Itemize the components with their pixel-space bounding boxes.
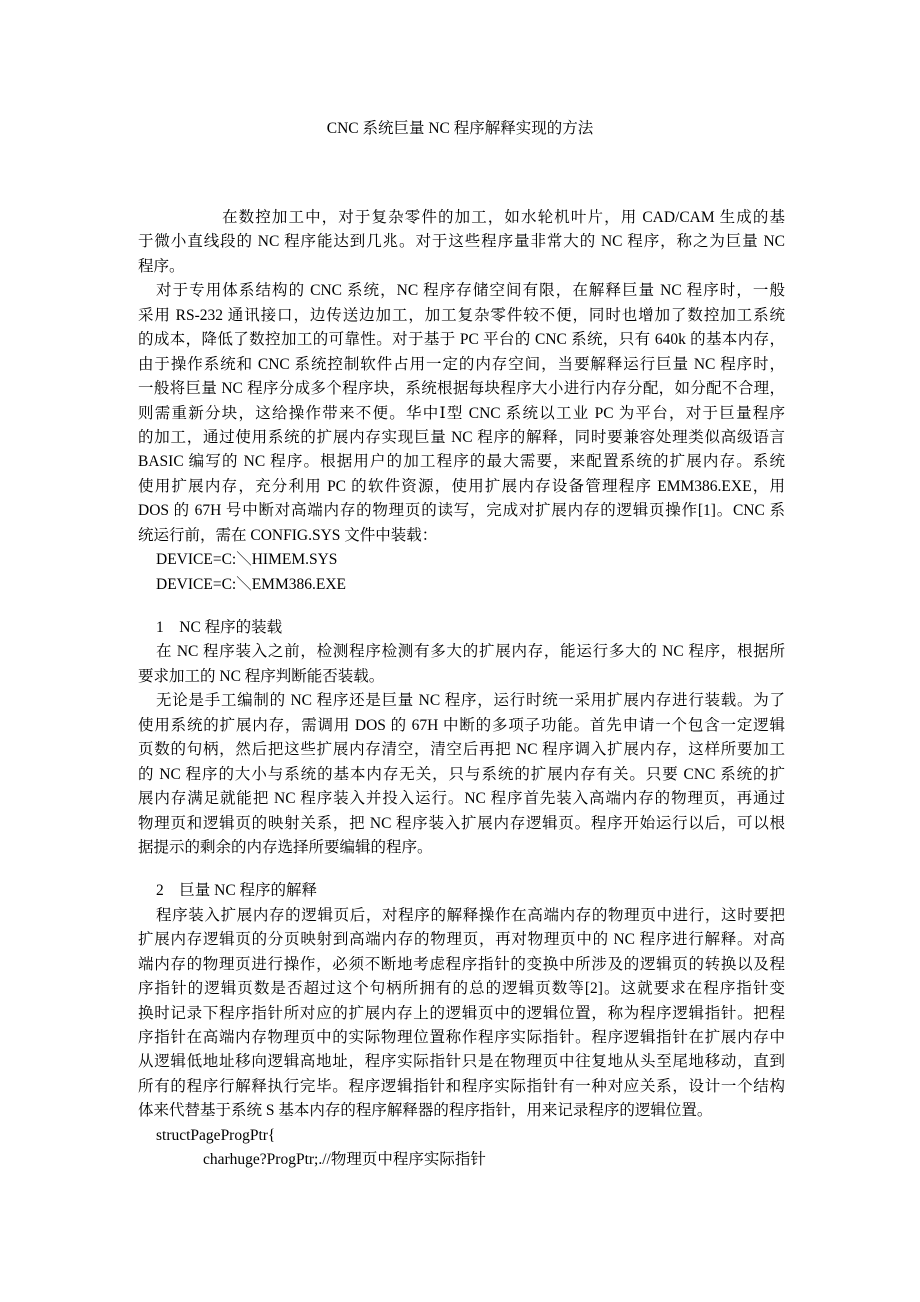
text-line: 扩展内存逻辑页的分页映射到高端内存的物理页，再对物理页中的 NC 程序进行解释。对高 — [138, 931, 785, 949]
text-line: 采用 RS-232 通讯接口，边传送边加工，加工复杂零件较不便，同时也增加了数控加工系统 — [138, 306, 785, 324]
text-line: 对于专用体系结构的 CNC 系统，NC 程序存储空间有限，在解释巨量 NC 程序时，一般 — [156, 282, 785, 300]
text-line: 由于操作系统和 CNC 系统控制软件占用一定的内存空间，当要解释运行巨量 NC 程序时， — [138, 355, 785, 373]
text-line: DOS 的 67H 号中断对高端内存的物理页的读写，完成对扩展内存的逻辑页操作[1]。CNC 系 — [138, 502, 785, 520]
text-line: 程序。 — [138, 257, 185, 275]
code-line: DEVICE=C:＼HIMEM.SYS — [156, 551, 338, 569]
spacer — [138, 597, 785, 616]
text-line: 在数控加工中，对于复杂零件的加工，如水轮机叶片，用 CAD/CAM 生成的基 — [222, 209, 785, 226]
code-line: charhuge?ProgPtr;.//物理页中程序实际指针 — [203, 1151, 486, 1169]
text-line: 的成本，降低了数控加工的可靠性。对于基于 PC 平台的 CNC 系统，只有 640k 的基本内存， — [138, 331, 785, 349]
text-line: 体来代替基于系统 S 基本内存的程序解释器的程序指针，用来记录程序的逻辑位置。 — [138, 1102, 713, 1120]
code-line: structPageProgPtr{ — [156, 1126, 276, 1144]
text-line: 端内存的物理页进行操作，必须不断地考虑程序指针的变换中所涉及的逻辑页的转换以及程 — [138, 955, 785, 973]
text-line: 程序装入扩展内存的逻辑页后，对程序的解释操作在高端内存的物理页中进行，这时要把 — [156, 906, 785, 924]
text-line: 要求加工的 NC 程序判断能否装载。 — [138, 667, 385, 685]
document-body — [138, 206, 785, 1173]
text-line: 统运行前，需在 CONFIG.SYS 文件中装载： — [138, 526, 438, 544]
text-line: 在 NC 程序装入之前，检测程序检测有多大的扩展内存，能运行多大的 NC 程序，根据所 — [156, 643, 785, 661]
text-line: 序指针在高端内存物理页中的实际物理位置称作程序实际指针。程序逻辑指针在扩展内存中 — [138, 1029, 785, 1046]
text-line: 的加工，通过使用系统的扩展内存实现巨量 NC 程序的解释，同时要兼容处理类似高级语言 — [138, 428, 785, 446]
text-line: 页数的句柄，然后把这些扩展内存清空，清空后再把 NC 程序调入扩展内存，这样所要加工 — [138, 741, 785, 759]
text-line: 则需重新分块，这给操作带来不便。华中Ⅰ型 CNC 系统以工业 PC 为平台，对于巨量程序 — [138, 404, 785, 422]
code-line: DEVICE=C:＼EMM386.EXE — [156, 575, 346, 593]
text-line: 的 NC 程序的大小与系统的基本内存无关，只与系统的扩展内存有关。只要 CNC 系统的扩 — [138, 765, 785, 783]
text-line: 据提示的剩余的内存选择所要编辑的程序。 — [138, 838, 433, 856]
text-line: 使用系统的扩展内存，需调用 DOS 的 67H 中断的多项子功能。首先申请一个包含一定逻辑 — [138, 716, 785, 734]
document-title: CNC 系统巨量 NC 程序解释实现的方法 — [326, 120, 594, 137]
text-line: 一般将巨量 NC 程序分成多个程序块，系统根据每块程序大小进行内存分配，如分配不合理， — [138, 380, 785, 398]
text-line: 展内存满足就能把 NC 程序装入并投入运行。NC 程序首先装入高端内存的物理页，再通过 — [138, 790, 785, 808]
text-line: BASIC 编写的 NC 程序。根据用户的加工程序的最大需要，来配置系统的扩展内存。系统 — [138, 453, 785, 471]
text-line: 序指针的逻辑页数是否超过这个句柄所拥有的总的逻辑页数等[2]。这就要求在程序指针变 — [138, 980, 785, 998]
text-line: 于微小直线段的 NC 程序能达到几兆。对于这些程序量非常大的 NC 程序，称之为巨量 NC — [138, 233, 785, 251]
text-line: 物理页和逻辑页的映射关系，把 NC 程序装入扩展内存逻辑页。程序开始运行以后，可以根 — [138, 814, 785, 832]
text-line: 使用扩展内存，充分利用 PC 的软件资源，使用扩展内存设备管理程序 EMM386.EXE，用 — [138, 477, 785, 495]
section-heading-1: 1 NC 程序的装载 — [156, 619, 283, 636]
section-heading-2: 2 巨量 NC 程序的解释 — [156, 882, 318, 900]
text-line: 换时记录下程序指针所对应的扩展内存上的逻辑页中的逻辑位置，称为程序逻辑指针。把程 — [138, 1004, 785, 1022]
text-line: 从逻辑低地址移向逻辑高地址，程序实际指针只是在物理页中往复地从头至尾地移动，直到 — [138, 1053, 785, 1071]
text-line: 所有的程序行解释执行完毕。程序逻辑指针和程序实际指针有一种对应关系，设计一个结构 — [138, 1077, 785, 1095]
text-line: 无论是手工编制的 NC 程序还是巨量 NC 程序，运行时统一采用扩展内存进行装载。为了 — [156, 692, 785, 710]
spacer — [138, 860, 785, 879]
